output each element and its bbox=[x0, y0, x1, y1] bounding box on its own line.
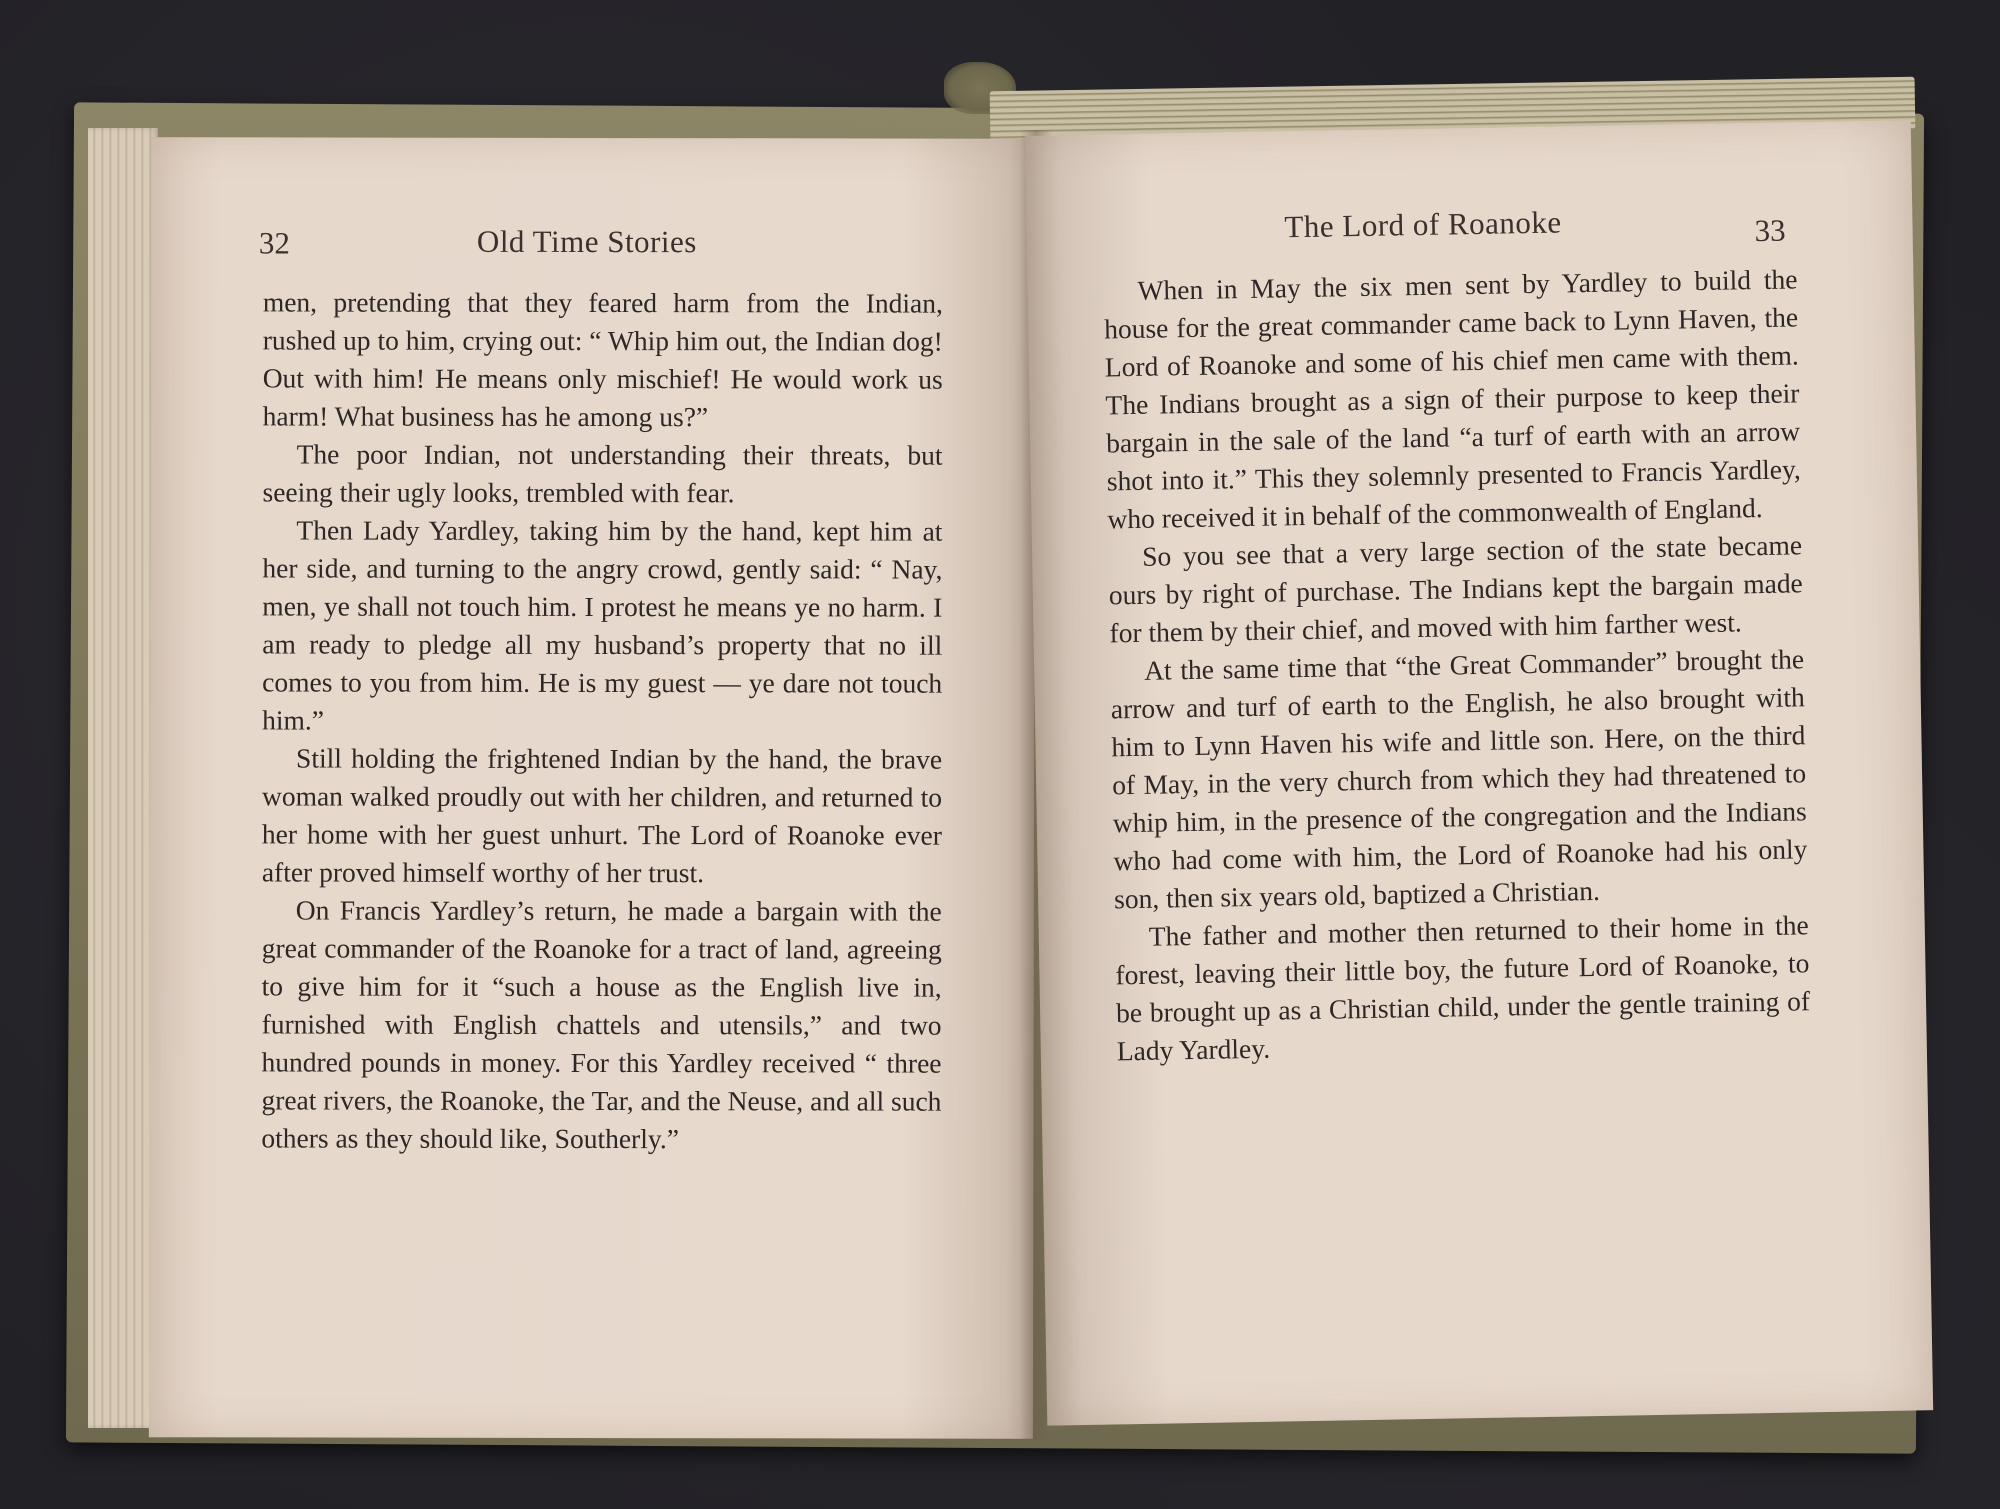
right-page bbox=[1025, 120, 1933, 1425]
left-paragraph: On Francis Yardley’s return, he made a bargain with the great commander of the Roanoke for a tract of land, agreeing to give him for it “such a house as the English live in, furnished with English chattels and utensils,” and two hundred pounds in money. For this Yardley received “ three great rivers, the Roanoke, the Tar, and the Neuse, and all such others as they should like, Southerly.” bbox=[261, 894, 942, 1155]
right-paragraph: At the same time that “the Great Commander” brought the arrow and turf of earth to the English, he also brought with him to Lynn Haven his wife and little son. Here, on the third of May, in the very church from which they had threatened to whip him, in the presence of the congregation and the Indians who had come with him, the Lord of Roanoke had his only son, then six years old, baptized a Christian. bbox=[1110, 643, 1808, 915]
right-paragraph: The father and mother then returned to their home in the forest, leaving their little boy, the future Lord of Roanoke, to be brought up as a Christian child, under the gentle training of Lady Yardley. bbox=[1115, 909, 1811, 1067]
left-paragraph: Then Lady Yardley, taking him by the hand, kept him at her side, and turning to the angry crowd, gently said: “ Nay, men, ye shall not touch him. I protest he means ye no harm. I am ready to pledge all my husband’s property that no ill comes to you from him. He is my guest — ye dare not touch him.” bbox=[262, 514, 943, 736]
left-running-head: Old Time Stories bbox=[476, 223, 697, 260]
right-paragraph: When in May the six men sent by Yardley to build the house for the great commander came back to Lynn Haven, the Lord of Roanoke and some of his chief men came with them. The Indians brought as a sign of their purpose to keep their bargain in the sale of the land “a turf of earth with an arrow shot into it.” This they solemnly presented to Francis Yardley, who received it in behalf of the commonwealth of England. bbox=[1103, 263, 1802, 535]
left-paragraph: Still holding the frightened Indian by the hand, the brave woman walked proudly out with her children, and returned to her home with her guest unhurt. The Lord of Roanoke ever after proved himself worthy of her trust. bbox=[261, 742, 943, 889]
right-body-text bbox=[1103, 260, 1811, 1070]
left-paragraph: men, pretending that they feared harm from the Indian, rushed up to him, crying out: “ Whip him out, the Indian dog! Out with him! He means only mischief! He would work us harm! What business has he among us?” bbox=[262, 286, 943, 433]
left-body-text bbox=[261, 283, 943, 1158]
left-paragraph: The poor Indian, not understanding their threats, but seeing their ugly looks, trembled with fear. bbox=[262, 438, 943, 509]
right-paragraph: So you see that a very large section of the state became ours by right of purchase. The Indians kept the bargain made for them by their chief, and moved with him farther west. bbox=[1108, 529, 1804, 649]
left-page-number: 32 bbox=[258, 225, 290, 261]
page-edges-left bbox=[88, 128, 158, 1428]
right-page-number: 33 bbox=[1754, 212, 1786, 249]
right-running-head: The Lord of Roanoke bbox=[1284, 204, 1562, 245]
left-page bbox=[149, 137, 1035, 1439]
